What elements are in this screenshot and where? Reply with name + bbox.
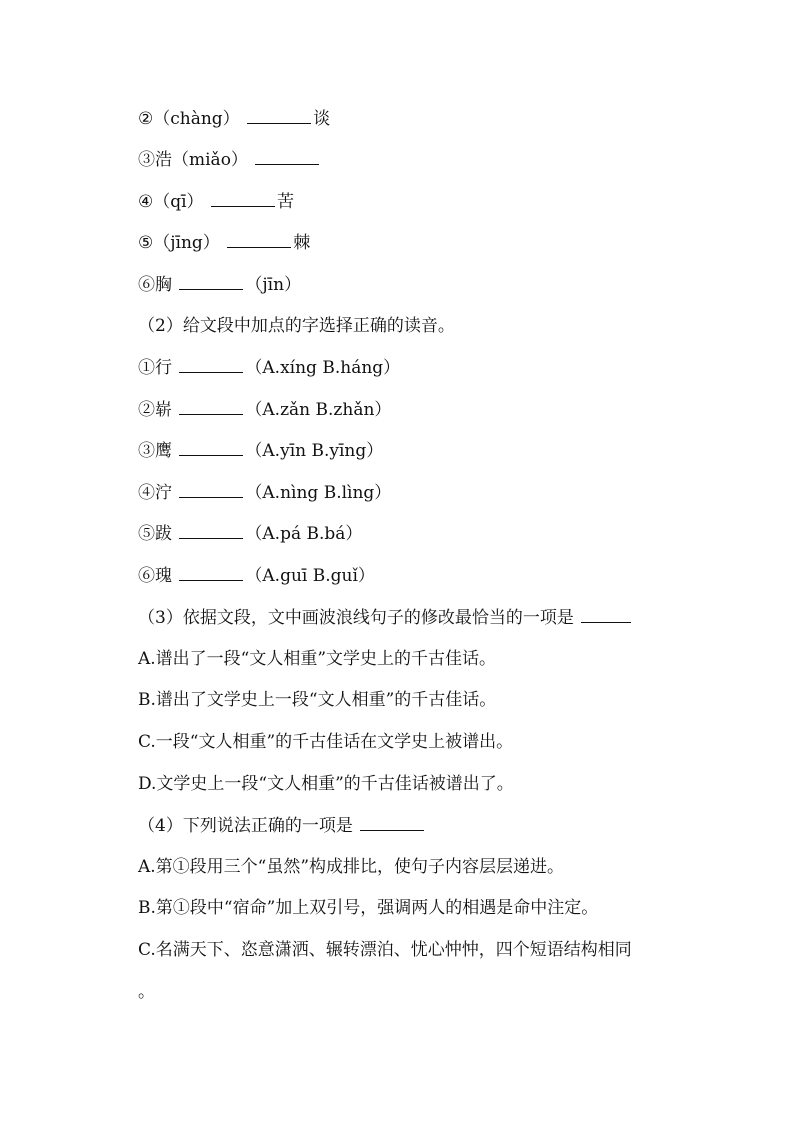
question-item <box>138 148 321 171</box>
question-item <box>138 231 310 254</box>
item-suffix: 棘 <box>293 233 311 253</box>
question-heading: （2）给文段中加点的字选择正确的读音。 <box>138 316 455 336</box>
item-options: （A.nìng B.lìng） <box>245 483 392 503</box>
question-item <box>138 564 375 587</box>
answer-blank[interactable] <box>179 356 243 373</box>
item-prefix: ④（qī） <box>138 192 204 212</box>
option-b: B.谱出了文学史上一段“文人相重”的千古佳话。 <box>138 690 497 710</box>
answer-blank[interactable] <box>211 190 275 207</box>
item-prefix: ④泞 <box>138 483 172 503</box>
item-options: （A.xíng B.háng） <box>245 358 401 378</box>
answer-blank[interactable] <box>581 606 631 623</box>
item-prefix: ⑥瑰 <box>138 566 172 586</box>
item-prefix: ⑤（jīng） <box>138 233 220 253</box>
item-prefix: ②（chàng） <box>138 109 240 129</box>
question-heading <box>138 814 426 837</box>
option-c: C.一段“文人相重”的千古佳话在文学史上被谱出。 <box>138 732 514 752</box>
item-suffix: 谈 <box>313 109 331 129</box>
answer-blank[interactable] <box>179 398 243 415</box>
question-item <box>138 107 330 130</box>
question-item <box>138 273 301 296</box>
question-text: （3）依据文段，文中画波浪线句子的修改最恰当的一项是 <box>138 608 574 628</box>
option-a: A.谱出了一段“文人相重”文学史上的千古佳话。 <box>138 649 497 669</box>
item-suffix: 苦 <box>276 192 294 212</box>
answer-blank[interactable] <box>360 814 424 831</box>
question-item <box>138 522 362 545</box>
question-text: （4）下列说法正确的一项是 <box>138 816 353 836</box>
question-item <box>138 398 391 421</box>
item-prefix: ⑥胸 <box>138 275 172 295</box>
answer-blank[interactable] <box>179 273 243 290</box>
question-item <box>138 190 294 213</box>
option-a: A.第①段用三个“虽然”构成排比，使句子内容层层递进。 <box>138 857 565 877</box>
item-options: （A.zǎn B.zhǎn） <box>245 400 392 420</box>
answer-blank[interactable] <box>179 522 243 539</box>
item-prefix: ①行 <box>138 358 172 378</box>
item-options: （A.yīn B.yīng） <box>245 441 384 461</box>
answer-blank[interactable] <box>255 148 319 165</box>
item-options: （A.guī B.guǐ） <box>245 566 375 586</box>
option-c-continuation: 。 <box>138 982 155 1002</box>
question-heading <box>138 606 633 629</box>
question-item <box>138 481 391 504</box>
item-suffix: （jīn） <box>245 275 302 295</box>
item-prefix: ⑤跋 <box>138 524 172 544</box>
item-prefix: ③浩（miǎo） <box>138 150 248 170</box>
option-c: C.名满天下、恣意潇洒、辗转漂泊、忧心忡忡，四个短语结构相同 <box>138 940 632 960</box>
answer-blank[interactable] <box>227 231 291 248</box>
question-item <box>138 439 383 462</box>
answer-blank[interactable] <box>179 481 243 498</box>
answer-blank[interactable] <box>179 564 243 581</box>
question-item <box>138 356 400 379</box>
option-d: D.文学史上一段“文人相重”的千古佳话被谱出了。 <box>138 774 514 794</box>
answer-blank[interactable] <box>247 107 311 124</box>
item-prefix: ②崭 <box>138 400 172 420</box>
option-b: B.第①段中“宿命”加上双引号，强调两人的相遇是命中注定。 <box>138 898 599 918</box>
answer-blank[interactable] <box>179 439 243 456</box>
item-options: （A.pá B.bá） <box>245 524 363 544</box>
item-prefix: ③鹰 <box>138 441 172 461</box>
